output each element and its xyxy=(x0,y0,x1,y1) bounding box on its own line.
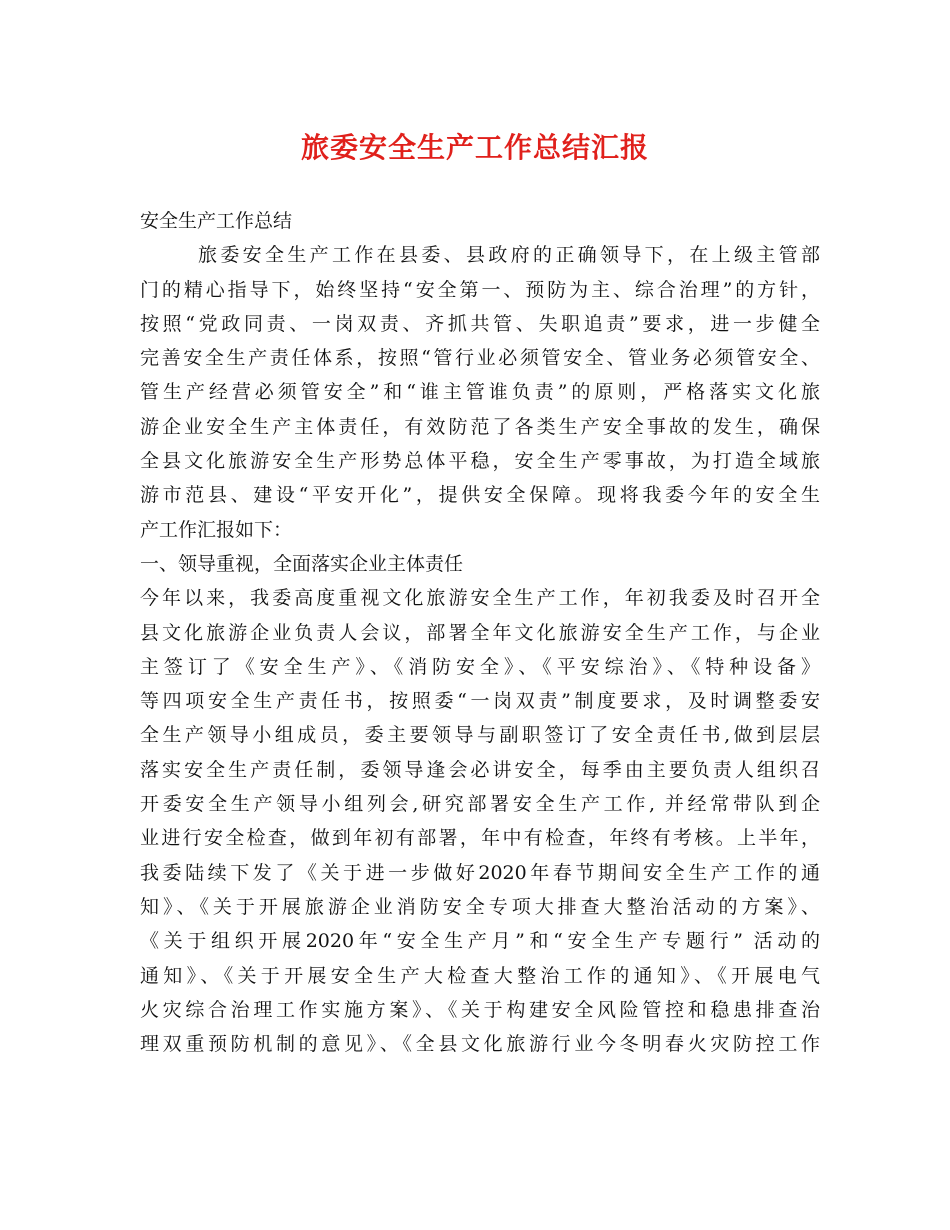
paragraph-line: 县文化旅游企业负责人会议，部署全年文化旅游安全生产工作，与企业 xyxy=(140,621,820,644)
paragraph-line: 我委陆续下发了《关于进一步做好2020年春节期间安全生产工作的通 xyxy=(140,861,820,884)
section-heading: 一、领导重视，全面落实企业主体责任 xyxy=(140,552,464,575)
paragraph-line: 火灾综合治理工作实施方案》、《关于构建安全风险管控和稳患排查治 xyxy=(140,998,820,1021)
paragraph-line: 全生产领导小组成员，委主要领导与副职签订了安全责任书,做到层层 xyxy=(140,724,820,747)
paragraph-line: 旅委安全生产工作在县委、县政府的正确领导下，在上级主管部 xyxy=(198,244,820,267)
document-body xyxy=(140,204,820,1061)
paragraph-line: 游企业安全生产主体责任，有效防范了各类生产安全事故的发生，确保 xyxy=(140,415,820,438)
paragraph-line: 等四项安全生产责任书，按照委“一岗双责”制度要求，及时调整委安 xyxy=(140,690,820,713)
paragraph-line: 完善安全生产责任体系，按照“管行业必须管安全、管业务必须管安全、 xyxy=(140,347,820,370)
paragraph-line: 全县文化旅游安全生产形势总体平稳，安全生产零事故，为打造全域旅 xyxy=(140,450,820,473)
paragraph-line: 管生产经营必须管安全”和“谁主管谁负责”的原则，严格落实文化旅 xyxy=(140,381,820,404)
paragraph-line: 门的精心指导下，始终坚持“安全第一、预防为主、综合治理”的方针， xyxy=(140,278,820,301)
paragraph-line: 按照“党政同责、一岗双责、齐抓共管、失职追责”要求，进一步健全 xyxy=(140,312,820,335)
paragraph-line: 业进行安全检查，做到年初有部署，年中有检查，年终有考核。上半年， xyxy=(140,827,820,850)
document-title: 旅委安全生产工作总结汇报 xyxy=(300,131,649,164)
paragraph-line: 落实安全生产责任制，委领导逢会必讲安全，每季由主要负责人组织召 xyxy=(140,758,820,781)
paragraph-line: 今年以来，我委高度重视文化旅游安全生产工作，年初我委及时召开全 xyxy=(140,587,820,610)
paragraph-line: 产工作汇报如下： xyxy=(140,518,293,541)
paragraph-line: 通知》、《关于开展安全生产大检查大整治工作的通知》、《开展电气 xyxy=(140,964,820,987)
paragraph-line: 理双重预防机制的意见》、《全县文化旅游行业今冬明春火灾防控工作 xyxy=(140,1033,820,1056)
paragraph-line: 知》、《关于开展旅游企业消防安全专项大排查大整治活动的方案》、 xyxy=(140,895,820,918)
section-heading: 安全生产工作总结 xyxy=(140,210,293,232)
paragraph-line: 《关于组织开展2020年“安全生产月”和“安全生产专题行” 活动的 xyxy=(140,930,820,953)
paragraph-line: 游市范县、建设“平安开化”，提供安全保障。现将我委今年的安全生 xyxy=(140,484,820,507)
paragraph-line: 主签订了《安全生产》、《消防安全》、《平安综治》、《特种设备》 xyxy=(140,655,820,678)
paragraph-line: 开委安全生产领导小组列会,研究部署安全生产工作, 并经常带队到企 xyxy=(140,793,820,816)
